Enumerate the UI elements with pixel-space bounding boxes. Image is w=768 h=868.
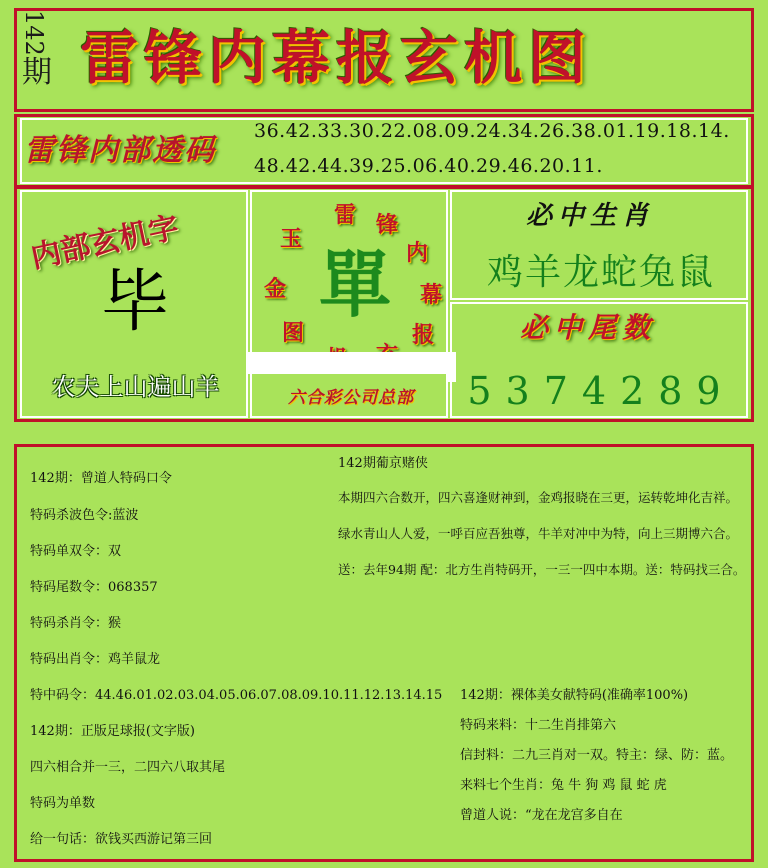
zodiac-label: 必中生肖 xyxy=(525,201,654,231)
ring-char: 锋 xyxy=(376,212,399,238)
ring-char: 内 xyxy=(406,240,429,266)
issue-label xyxy=(22,10,62,110)
riddle-character: 毕 xyxy=(100,263,169,342)
tail-label: 必中尾数 xyxy=(519,311,656,344)
white-patch xyxy=(448,352,456,382)
text-line: 信封料：二九三肖对一双。特主：绿、防：蓝。 xyxy=(460,748,734,763)
ring-char: 幕 xyxy=(420,282,443,308)
ring-char: 图 xyxy=(282,320,305,346)
issue-number: 142 xyxy=(20,10,48,56)
text-line: 绿水青山人人爱，一呼百应吾独尊，牛羊对冲中为特，向上三期博六合。 xyxy=(338,526,739,541)
text-line: 特码来料：十二生肖排第六 xyxy=(460,718,617,733)
text-line: 曾道人说：“龙在龙宫多自在 xyxy=(460,808,623,823)
zodiac-values: 鸡羊龙蛇兔鼠 xyxy=(486,252,715,293)
text-line: 特中码令：44.46.01.02.03.04.05.06.07.08.09.10.11.12.13.14.15 xyxy=(30,688,443,703)
text-line: 142期：曾道人特码口令 xyxy=(30,471,172,486)
text-line: 特码杀波色令:蓝波 xyxy=(30,508,139,523)
tail-values: 5374289 xyxy=(467,369,735,413)
text-line: 来料七个生肖：兔 牛 狗 鸡 鼠 蛇 虎 xyxy=(460,778,667,793)
page-title: 雷锋内幕报玄机图 xyxy=(80,24,593,92)
text-line: 四六相合并一三，二四六八取其尾 xyxy=(30,760,226,775)
text-line: 特码为单数 xyxy=(30,796,96,811)
text-line: 142期葡京赌侠 xyxy=(338,456,428,471)
riddle-phrase: 农夫上山遍山羊 xyxy=(51,373,220,401)
text-line: 特码单双令：双 xyxy=(30,544,122,559)
numbers-line-2: 48.42.44.39.25.06.40.29.46.20.11. xyxy=(254,155,603,177)
text-line: 特码尾数令：068357 xyxy=(30,580,158,595)
ring-char: 玉 xyxy=(280,226,303,252)
text-line: 本期四六合数开，四六喜逢财神到，金鸡报晓在三更，运转乾坤化吉祥。 xyxy=(338,490,739,505)
text-line: 特码出肖令：鸡羊鼠龙 xyxy=(30,652,161,667)
ring-char: 金 xyxy=(264,276,287,302)
center-footer: 六合彩公司总部 xyxy=(288,388,414,408)
riddle-label: 内部玄机字 xyxy=(27,210,182,276)
white-bar xyxy=(248,352,448,374)
ring-char: 雷 xyxy=(334,202,357,228)
text-line: 142期：裸体美女献特码(准确率100%) xyxy=(460,688,689,703)
issue-suffix: 期 xyxy=(22,54,52,90)
numbers-label: 雷锋内部透码 xyxy=(24,133,216,168)
ring-char: 报 xyxy=(412,322,435,348)
text-line: 142期：正版足球报(文字版) xyxy=(30,724,195,739)
text-line: 给一句话：欲钱买西游记第三回 xyxy=(30,832,213,847)
numbers-line-1: 36.42.33.30.22.08.09.24.34.26.38.01.19.18.14. xyxy=(254,120,730,142)
text-line: 送：去年94期 配：北方生肖特码开，一三一四中本期。送：特码找三合。 xyxy=(338,562,746,577)
text-line: 特码杀肖令：猴 xyxy=(30,616,122,631)
center-big-character: 單 xyxy=(318,242,391,327)
